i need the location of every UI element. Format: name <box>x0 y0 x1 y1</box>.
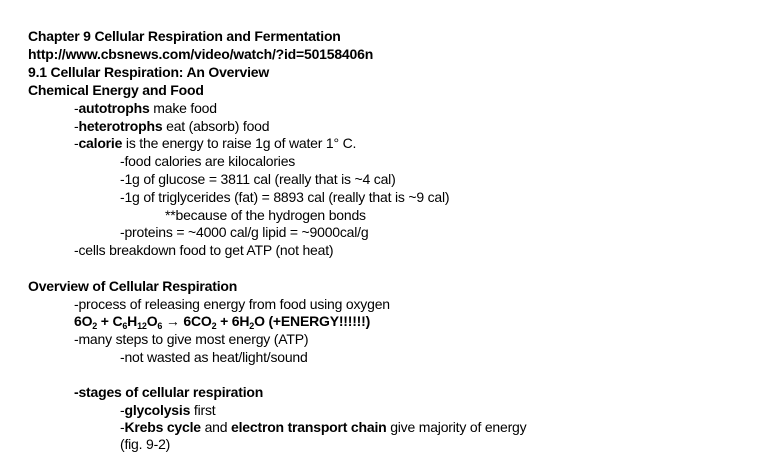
dash: - <box>74 100 79 116</box>
sub-triglycerides: -1g of triglycerides (fat) = 8893 cal (really that is ~9 cal) <box>120 189 450 205</box>
eq-subscript: 6 <box>157 321 163 331</box>
term-calorie: calorie <box>78 135 123 151</box>
eq-part: 6O <box>74 313 93 329</box>
term-heterotrophs: heterotrophs <box>78 118 163 134</box>
eq-subscript: 2 <box>92 321 98 331</box>
heading-chemical-energy: Chemical Energy and Food <box>28 82 204 98</box>
bullet-text: make food <box>149 100 217 116</box>
eq-subscript: 6 <box>122 321 128 331</box>
video-link[interactable]: http://www.cbsnews.com/video/watch/?id=50158406n <box>28 46 374 62</box>
sub-glucose: -1g of glucose = 3811 cal (really that is ~4 cal) <box>120 171 396 187</box>
dash: - <box>74 118 79 134</box>
bullet-many-steps: -many steps to give most energy (ATP) <box>74 331 309 347</box>
respiration-equation <box>74 313 370 329</box>
term-electron-transport-chain: electron transport chain <box>231 419 387 435</box>
eq-part: + C <box>97 313 123 329</box>
eq-part: O (+ENERGY!!!!!!) <box>254 313 371 329</box>
eq-part: + 6H <box>216 313 250 329</box>
sub-not-wasted: -not wasted as heat/light/sound <box>120 349 308 365</box>
term-glycolysis: glycolysis <box>124 402 191 418</box>
dash: - <box>120 419 125 435</box>
bullet-text: first <box>190 402 216 418</box>
bullet-text: is the energy to raise 1g of water 1° C. <box>122 135 357 151</box>
dash: - <box>74 135 79 151</box>
eq-subscript: 12 <box>137 321 147 331</box>
chapter-title: Chapter 9 Cellular Respiration and Fermentation <box>28 28 341 44</box>
bullet-calorie <box>74 135 356 151</box>
bullet-text: and <box>200 419 232 435</box>
heading-overview: Overview of Cellular Respiration <box>28 278 238 294</box>
bullet-process: -process of releasing energy from food using oxygen <box>74 296 390 312</box>
sub-proteins-lipid: -proteins = ~4000 cal/g lipid = ~9000cal/g <box>120 224 369 240</box>
section-title: 9.1 Cellular Respiration: An Overview <box>28 64 270 80</box>
eq-part: H <box>127 313 138 329</box>
eq-subscript: 2 <box>211 321 217 331</box>
bullet-heterotrophs <box>74 118 269 134</box>
bullet-breakdown: -cells breakdown food to get ATP (not heat) <box>74 242 334 258</box>
bullet-text: give majority of energy <box>386 419 527 435</box>
bullet-text: eat (absorb) food <box>162 118 270 134</box>
bullet-autotrophs <box>74 100 217 116</box>
eq-part: O <box>146 313 158 329</box>
note-hydrogen-bonds: **because of the hydrogen bonds <box>165 207 366 223</box>
bullet-stages: -stages of cellular respiration <box>74 384 264 400</box>
term-autotrophs: autotrophs <box>78 100 150 116</box>
eq-subscript: 2 <box>249 321 255 331</box>
dash: - <box>120 402 125 418</box>
fig-reference: (fig. 9-2) <box>120 436 171 452</box>
term-krebs-cycle: Krebs cycle <box>124 419 201 435</box>
sub-krebs-etc <box>120 419 526 435</box>
eq-part: → 6CO <box>162 313 212 329</box>
sub-glycolysis <box>120 402 215 418</box>
sub-food-calories: -food calories are kilocalories <box>120 153 296 169</box>
